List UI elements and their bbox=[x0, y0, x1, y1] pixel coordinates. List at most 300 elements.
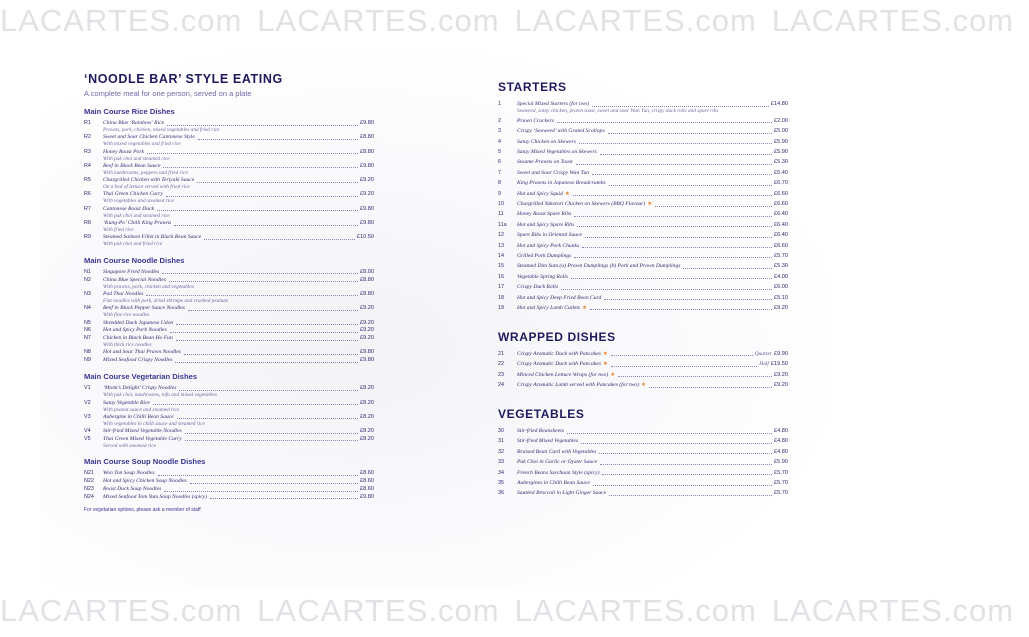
menu-item bbox=[84, 494, 374, 501]
item-price: £6.60 bbox=[774, 242, 788, 249]
item-name bbox=[103, 428, 182, 435]
item-price: £4.80 bbox=[774, 428, 788, 435]
item-description: With fine rice noodles bbox=[103, 312, 150, 319]
dot-leader bbox=[170, 332, 358, 333]
item-code: R7 bbox=[84, 205, 91, 212]
menu-item bbox=[84, 470, 374, 477]
item-code: 17 bbox=[498, 284, 504, 291]
menu-item bbox=[498, 490, 788, 497]
dot-leader bbox=[561, 289, 772, 290]
item-name-text: Steamed Salmon Fillet in Black Bean Sauce bbox=[103, 234, 202, 241]
dot-leader bbox=[184, 354, 358, 355]
item-price: £10.50 bbox=[356, 234, 374, 241]
item-code: R1 bbox=[84, 120, 91, 126]
item-code: N24 bbox=[84, 493, 94, 500]
item-name bbox=[517, 382, 646, 389]
item-name-text: Sweet and Sour Crispy Wan Tun bbox=[517, 169, 590, 176]
item-name bbox=[517, 243, 579, 250]
item-code: V1 bbox=[84, 385, 91, 392]
dot-leader bbox=[190, 483, 358, 484]
menu-item bbox=[498, 253, 788, 260]
menu-item bbox=[498, 191, 788, 198]
menu-item bbox=[84, 320, 374, 327]
menu-item bbox=[498, 480, 788, 487]
item-price: £9.80 bbox=[360, 349, 374, 356]
item-code: 13 bbox=[498, 242, 504, 249]
section-items bbox=[498, 351, 788, 389]
item-code: 33 bbox=[498, 459, 504, 466]
menu-item bbox=[84, 269, 374, 276]
item-name bbox=[517, 191, 570, 198]
item-code: 24 bbox=[498, 382, 504, 389]
menu-item bbox=[498, 118, 788, 125]
menu-item bbox=[498, 351, 788, 358]
chilli-star-icon: ★ bbox=[640, 382, 646, 389]
item-name-text: Crispy Aromatic Duck with Pancakes bbox=[517, 361, 601, 368]
item-code: 35 bbox=[498, 480, 504, 487]
dot-leader bbox=[593, 485, 772, 486]
item-price: £8.00 bbox=[360, 268, 374, 275]
item-name bbox=[517, 232, 582, 239]
item-code: 15 bbox=[498, 263, 504, 270]
watermark-top: LACARTES.com LACARTES.com LACARTES.com LACARTES.com bbox=[0, 3, 1015, 38]
item-code: N3 bbox=[84, 290, 91, 297]
item-code: 30 bbox=[498, 428, 504, 435]
item-name bbox=[517, 180, 606, 187]
item-name bbox=[517, 351, 608, 358]
item-name bbox=[103, 470, 155, 477]
section-heading: VEGETABLES bbox=[498, 407, 585, 422]
dot-leader bbox=[210, 498, 358, 499]
item-name bbox=[103, 436, 182, 443]
dot-leader bbox=[167, 125, 358, 126]
item-name-text: Satay Mixed Vegetables on Skewers bbox=[517, 149, 597, 156]
menu-item bbox=[498, 274, 788, 281]
menu-item bbox=[84, 234, 374, 248]
section-items bbox=[498, 101, 788, 312]
item-price: £8.80 bbox=[360, 134, 374, 141]
item-code: 10 bbox=[498, 201, 504, 208]
item-name bbox=[103, 191, 163, 198]
dot-leader bbox=[163, 167, 358, 168]
item-code: R5 bbox=[84, 177, 91, 184]
chilli-star-icon: ★ bbox=[602, 350, 608, 357]
item-code: N2 bbox=[84, 276, 91, 283]
page-title: ‘NOODLE BAR’ STYLE EATING bbox=[84, 72, 283, 86]
menu-item bbox=[498, 361, 788, 368]
item-price: £4.80 bbox=[774, 438, 788, 445]
item-name-text: Steamed Dim Sum (a) Prawn Dumplings (b) Pork and Prawn Dumplings bbox=[517, 263, 681, 270]
item-code: 12 bbox=[498, 232, 504, 239]
item-code: N7 bbox=[84, 335, 91, 342]
item-price: £8.80 bbox=[360, 148, 374, 155]
menu-item bbox=[498, 170, 788, 177]
menu-item bbox=[84, 486, 374, 493]
item-name bbox=[517, 305, 587, 312]
dot-leader bbox=[585, 237, 772, 238]
item-code: 16 bbox=[498, 273, 504, 280]
dot-leader bbox=[175, 362, 358, 363]
item-code: 34 bbox=[498, 469, 504, 476]
item-name bbox=[103, 478, 187, 485]
item-description: On a bed of lettuce served with fried rice bbox=[103, 184, 190, 191]
item-name-text: Aubergines in Chilli Bean Sauce bbox=[517, 480, 590, 487]
item-name bbox=[103, 349, 181, 356]
item-price: £5.70 bbox=[774, 252, 788, 259]
item-name-text: Grilled Pork Dumplings bbox=[517, 252, 572, 259]
item-name bbox=[103, 149, 144, 156]
watermark-bottom: LACARTES.com LACARTES.com LACARTES.com LACARTES.com bbox=[0, 593, 1015, 628]
item-name bbox=[103, 335, 173, 342]
item-price: £9.20 bbox=[360, 177, 374, 184]
item-description: Prawns, pork, chicken, mixed vegetables and fried rice bbox=[103, 127, 220, 133]
item-description: Seaweed, satay chicken, prawn toast, sweet and sour Wan Tun, crispy duck rolls and spare ribs bbox=[517, 108, 719, 114]
item-code: R2 bbox=[84, 134, 91, 141]
section-heading: WRAPPED DISHES bbox=[498, 329, 616, 344]
section-items bbox=[84, 385, 374, 449]
item-code: 11 bbox=[498, 211, 504, 218]
item-name-text: Stir-fried Beansheets bbox=[517, 428, 564, 435]
item-name bbox=[517, 438, 578, 445]
menu-item bbox=[498, 449, 788, 456]
item-description: With prawns, pork, chicken and vegetables bbox=[103, 283, 194, 290]
menu-item bbox=[498, 470, 788, 477]
item-description: With pak choi, mushrooms, tofu and mixed vegetables bbox=[103, 392, 217, 399]
item-name bbox=[517, 128, 605, 135]
portion-note: Quarter bbox=[754, 350, 772, 357]
item-name-text: Crispy Duck Rolls bbox=[517, 284, 559, 291]
item-price: £8.20 bbox=[360, 413, 374, 420]
item-code: R8 bbox=[84, 220, 91, 227]
dot-leader bbox=[164, 491, 358, 492]
item-name-text: Stir-fried Mixed Vegetable Noodles bbox=[103, 428, 182, 435]
item-code: R6 bbox=[84, 191, 91, 198]
dot-leader bbox=[177, 418, 358, 419]
item-name-text: Crispy Aromatic Duck with Pancakes bbox=[517, 350, 601, 357]
dot-leader bbox=[176, 340, 358, 341]
item-name-text: ‘Monk’s Delight’ Crispy Noodles bbox=[103, 385, 177, 392]
item-name bbox=[103, 269, 159, 276]
item-code: R3 bbox=[84, 148, 91, 155]
item-code: 2 bbox=[498, 117, 501, 124]
item-name bbox=[103, 414, 174, 421]
section-heading: Main Course Noodle Dishes bbox=[84, 255, 185, 265]
menu-item bbox=[84, 163, 374, 177]
item-name-text: Beef in Black Bean Sauce bbox=[103, 162, 161, 169]
item-name-text: Pad Thai Noodles bbox=[103, 290, 144, 297]
dot-leader bbox=[197, 182, 358, 183]
item-description: With peanut sauce and steamed rice bbox=[103, 406, 180, 413]
item-name bbox=[517, 274, 568, 281]
item-code: 6 bbox=[498, 159, 501, 166]
dot-leader bbox=[581, 443, 772, 444]
item-description: With pak choi and steamed rice bbox=[103, 155, 170, 162]
item-code: R4 bbox=[84, 162, 91, 169]
item-name bbox=[517, 361, 608, 368]
menu-item bbox=[498, 101, 788, 115]
dot-leader bbox=[157, 210, 358, 211]
item-code: V5 bbox=[84, 435, 91, 442]
item-name-text: Hot and Spicy Squid bbox=[517, 190, 563, 197]
item-price: £4.00 bbox=[774, 273, 788, 280]
dot-leader bbox=[153, 404, 358, 405]
item-description: With pak choi and fried rice bbox=[103, 241, 163, 248]
item-name-text: Braised Bean Curd with Vegetables bbox=[517, 448, 597, 455]
item-name bbox=[517, 253, 571, 260]
chilli-star-icon: ★ bbox=[582, 304, 588, 311]
item-name bbox=[517, 372, 615, 379]
menu-item bbox=[84, 478, 374, 485]
dot-leader bbox=[198, 139, 358, 140]
item-name-text: Thai Green Chicken Curry bbox=[103, 191, 163, 198]
menu-item bbox=[84, 277, 374, 291]
section-heading: Main Course Vegetarian Dishes bbox=[84, 372, 198, 382]
item-name-text: King Prawns in Japanese Breadcrumbs bbox=[517, 180, 606, 187]
menu-item bbox=[84, 191, 374, 205]
menu-item bbox=[84, 134, 374, 148]
item-price: £8.60 bbox=[360, 486, 374, 493]
menu-item bbox=[498, 211, 788, 218]
dot-leader bbox=[609, 495, 772, 496]
item-name-text: Shredded Duck Japanese Udon bbox=[103, 319, 174, 326]
dot-leader bbox=[557, 122, 772, 123]
item-name bbox=[517, 139, 576, 146]
left-sections bbox=[84, 107, 374, 501]
item-code: N5 bbox=[84, 319, 91, 326]
item-price: £9.20 bbox=[360, 327, 374, 334]
item-price: £6.40 bbox=[774, 221, 788, 228]
menu-item bbox=[84, 357, 374, 364]
item-name bbox=[103, 320, 173, 327]
section-items bbox=[498, 428, 788, 497]
item-code: 3 bbox=[498, 128, 501, 135]
menu-item bbox=[84, 335, 374, 349]
dot-leader bbox=[611, 355, 753, 356]
dot-leader bbox=[602, 474, 772, 475]
item-name-text: Spare Ribs in Oriental Sauce bbox=[517, 232, 583, 239]
dot-leader bbox=[169, 281, 358, 282]
item-description: With mixed vegetables and fried rice bbox=[103, 141, 181, 148]
dot-leader bbox=[618, 376, 772, 377]
item-name bbox=[517, 222, 574, 229]
item-name-text: Singapore Fried Noodles bbox=[103, 268, 160, 275]
item-name-text: Satay Chicken on Skewers bbox=[517, 138, 576, 145]
menu-item bbox=[498, 459, 788, 466]
item-name-text: Hot and Spicy Lamb Cutlets bbox=[517, 304, 581, 311]
item-name bbox=[517, 170, 589, 177]
item-code: N6 bbox=[84, 327, 91, 334]
dot-leader bbox=[185, 440, 358, 441]
item-code: 11a bbox=[498, 221, 507, 228]
dot-leader bbox=[608, 133, 772, 134]
dot-leader bbox=[592, 106, 769, 107]
item-price: £9.20 bbox=[360, 319, 374, 326]
item-name-text: Mixed Seafood Tom Yum Soup Noodles (spicy) bbox=[103, 493, 207, 500]
item-name-text: Hot and Spicy Deep Fried Bean Curd bbox=[517, 294, 602, 301]
item-price: £9.20 bbox=[774, 304, 788, 311]
dot-leader bbox=[166, 196, 358, 197]
item-name-text: Sesame Prawns on Toast bbox=[517, 159, 573, 166]
item-price: £6.40 bbox=[774, 211, 788, 218]
item-name-text: Sweet and Sour Chicken Cantonese Style bbox=[103, 134, 195, 141]
menu-item bbox=[84, 120, 374, 134]
item-description: With vegetables and steamed rice bbox=[103, 198, 174, 205]
dot-leader bbox=[574, 216, 772, 217]
item-price: £8.60 bbox=[360, 470, 374, 477]
item-name bbox=[103, 163, 160, 170]
item-code: 21 bbox=[498, 350, 504, 357]
item-name bbox=[517, 490, 606, 497]
section-items bbox=[84, 470, 374, 500]
vegetarian-footnote: For vegetarian options, please ask a member of staff bbox=[84, 506, 201, 513]
menu-item bbox=[84, 327, 374, 334]
section-heading: STARTERS bbox=[498, 80, 567, 94]
item-code: 18 bbox=[498, 294, 504, 301]
item-code: 9 bbox=[498, 190, 501, 197]
item-code: N22 bbox=[84, 478, 94, 485]
item-price: £5.90 bbox=[774, 459, 788, 466]
dot-leader bbox=[185, 433, 358, 434]
menu-item bbox=[84, 385, 374, 399]
menu-item bbox=[84, 436, 374, 450]
item-code: 31 bbox=[498, 438, 504, 445]
item-price: £9.90 bbox=[774, 350, 788, 357]
right-sections bbox=[498, 80, 788, 497]
item-price: £9.20 bbox=[774, 371, 788, 378]
item-code: 22 bbox=[498, 361, 504, 368]
item-name-text: Crispy ‘Seaweed’ with Grated Scallops bbox=[517, 128, 605, 135]
item-price: £19.50 bbox=[770, 361, 788, 368]
item-name-text: French Beans Szechuan Style (spicy) bbox=[517, 469, 600, 476]
menu-item bbox=[498, 305, 788, 312]
item-name-text: ‘Kung-Po’ Chilli King Prawns bbox=[103, 220, 172, 227]
item-name-text: Beef in Black Pepper Sauce Noodles bbox=[103, 305, 185, 312]
item-name-text: Pak Choi in Garlic or Oyster Sauce bbox=[517, 459, 598, 466]
item-name-text: Satay Vegetable Rice bbox=[103, 399, 150, 406]
dot-leader bbox=[162, 273, 358, 274]
menu-item bbox=[498, 263, 788, 270]
menu-item bbox=[498, 438, 788, 445]
item-name-text: Sautéed Broccoli in Light Ginger Sauce bbox=[517, 490, 607, 497]
item-price: £9.20 bbox=[360, 335, 374, 342]
item-price: £9.80 bbox=[360, 357, 374, 364]
menu-item bbox=[498, 243, 788, 250]
menu-item bbox=[498, 180, 788, 187]
item-code: 5 bbox=[498, 149, 501, 156]
item-price: £8.60 bbox=[360, 478, 374, 485]
item-name-text: Minced Chicken Lettuce Wraps (for two) bbox=[517, 371, 609, 378]
item-code: N9 bbox=[84, 357, 91, 364]
item-price: £8.80 bbox=[360, 290, 374, 297]
dot-leader bbox=[600, 464, 772, 465]
item-code: 36 bbox=[498, 490, 504, 497]
item-name-text: Stir-fried Mixed Vegetables bbox=[517, 438, 579, 445]
item-name-text: Prawn Crackers bbox=[517, 117, 554, 124]
portion-note: Half bbox=[759, 361, 769, 368]
item-price: £9.20 bbox=[360, 305, 374, 312]
item-description: With fried rice bbox=[103, 227, 134, 234]
item-price: £5.70 bbox=[774, 469, 788, 476]
menu-item bbox=[498, 201, 788, 208]
dot-leader bbox=[590, 309, 772, 310]
item-name bbox=[103, 494, 207, 501]
menu-item bbox=[498, 382, 788, 389]
item-name-text: Honey Roast Spare Ribs bbox=[517, 211, 572, 218]
item-name-text: Chargrilled Chicken with Teriyaki Sauce bbox=[103, 177, 195, 184]
item-name bbox=[103, 486, 161, 493]
item-name bbox=[517, 295, 601, 302]
item-price: £5.70 bbox=[774, 490, 788, 497]
item-name-text: Roast Duck Soup Noodles bbox=[103, 486, 162, 493]
item-code: 4 bbox=[498, 138, 501, 145]
item-name-text: Thai Green Mixed Vegetable Curry bbox=[103, 435, 182, 442]
item-name bbox=[103, 277, 166, 284]
item-name-text: Mixed Seafood Crispy Noodles bbox=[103, 357, 173, 364]
menu-item bbox=[84, 291, 374, 305]
dot-leader bbox=[204, 239, 355, 240]
left-menu-column bbox=[84, 72, 374, 513]
item-price: £9.20 bbox=[360, 191, 374, 198]
dot-leader bbox=[604, 299, 772, 300]
page-subtitle: A complete meal for one person, served on a plate bbox=[84, 89, 252, 98]
item-name bbox=[517, 263, 680, 270]
item-price: £9.80 bbox=[360, 162, 374, 169]
menu-item bbox=[84, 400, 374, 414]
item-price: £9.80 bbox=[360, 220, 374, 227]
item-code: V3 bbox=[84, 413, 91, 420]
dot-leader bbox=[573, 195, 772, 196]
item-code: N21 bbox=[84, 470, 94, 477]
item-description: Flat noodles with pork, dried shrimps and crushed peanuts bbox=[103, 297, 229, 304]
item-code: N4 bbox=[84, 305, 91, 312]
section-heading: Main Course Rice Dishes bbox=[84, 107, 175, 116]
item-name bbox=[103, 291, 143, 298]
dot-leader bbox=[576, 164, 772, 165]
item-name-text: Cantonese Roast Duck bbox=[103, 205, 154, 212]
item-code: N23 bbox=[84, 486, 94, 493]
menu-item bbox=[84, 177, 374, 191]
item-name-text: Vegetable Spring Rolls bbox=[517, 273, 568, 280]
item-name-text: China Blue Special Noodles bbox=[103, 276, 166, 283]
menu-item bbox=[498, 128, 788, 135]
item-name-text: Honey Roast Pork bbox=[103, 148, 145, 155]
item-name bbox=[103, 400, 150, 407]
item-name-text: Hot and Spicy Chicken Soup Noodles bbox=[103, 478, 187, 485]
item-code: 14 bbox=[498, 252, 504, 259]
item-price: £9.20 bbox=[774, 382, 788, 389]
item-name bbox=[517, 149, 597, 156]
item-price: £8.20 bbox=[360, 385, 374, 392]
item-name-text: Special Mixed Starters (for two) bbox=[517, 101, 590, 107]
menu-item bbox=[498, 295, 788, 302]
item-price: £6.60 bbox=[774, 190, 788, 197]
dot-leader bbox=[609, 185, 772, 186]
menu-item bbox=[498, 149, 788, 156]
item-name-text: Chargrilled Yakotori Chicken on Skewers (BBQ Flavour) bbox=[517, 201, 646, 208]
item-price: £5.90 bbox=[774, 138, 788, 145]
chilli-star-icon: ★ bbox=[610, 371, 616, 378]
item-name bbox=[103, 206, 154, 213]
menu-item bbox=[84, 206, 374, 220]
menu-item bbox=[84, 305, 374, 319]
menu-item bbox=[84, 414, 374, 428]
menu-item bbox=[84, 220, 374, 234]
item-price: £8.20 bbox=[360, 428, 374, 435]
item-code: N8 bbox=[84, 349, 91, 356]
dot-leader bbox=[599, 453, 772, 454]
dot-leader bbox=[600, 154, 772, 155]
dot-leader bbox=[188, 310, 358, 311]
